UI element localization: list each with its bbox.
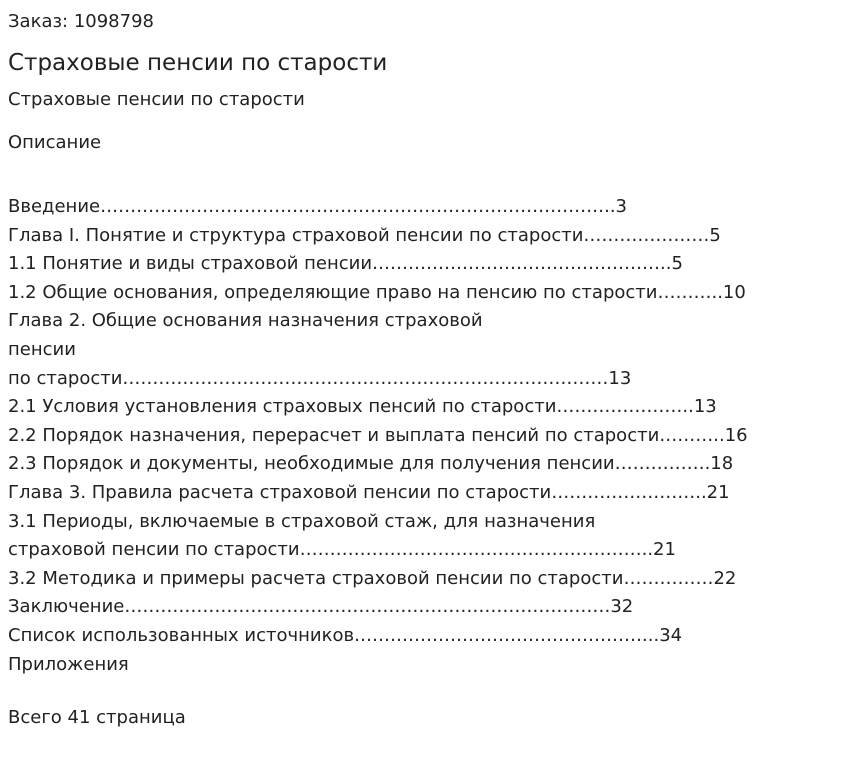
toc-line: Глава 2. Общие основания назначения страховой [8,310,483,332]
table-of-contents [8,193,748,679]
toc-line: 2.2 Порядок назначения, перерасчет и выплата пенсий по старости………..16 [8,424,748,446]
toc-line: Глава I. Понятие и структура страховой пенсии по старости…………………5 [8,224,721,246]
toc-line: 1.1 Понятие и виды страховой пенсии…………………………………………..5 [8,253,683,275]
toc-line: 1.2 Общие основания, определяющие право на пенсию по старости………..10 [8,281,746,303]
page-count: Всего 41 страница [8,707,186,728]
toc-line: по старости………………………………………………………………………13 [8,367,632,389]
toc-line: Глава 3. Правила расчета страховой пенсии по старости……………………..21 [8,481,730,503]
toc-line: пенсии [8,338,76,360]
toc-line: Список использованных источников…………………………………………...34 [8,624,683,646]
toc-line: страховой пенсии по старости…………………………………………………..21 [8,539,676,561]
toc-line: 3.1 Периоды, включаемые в страховой стаж, для назначения [8,510,596,532]
toc-line: Приложения [8,653,129,675]
description-heading: Описание [8,132,102,153]
toc-line: 3.2 Методика и примеры расчета страховой пенсии по старости……………22 [8,567,737,589]
toc-line: Введение…………………………………………………………………………..3 [8,196,627,217]
page-title: Страховые пенсии по старости [8,50,388,76]
toc-line: 2.1 Условия установления страховых пенсий по старости…………………..13 [8,396,717,418]
order-number: Заказ: 1098798 [8,11,154,32]
toc-line: Заключение………………………………………………………………………32 [8,596,634,618]
toc-line: 2.3 Порядок и документы, необходимые для получения пенсии…………….18 [8,453,734,475]
page-subtitle: Страховые пенсии по старости [8,89,305,110]
